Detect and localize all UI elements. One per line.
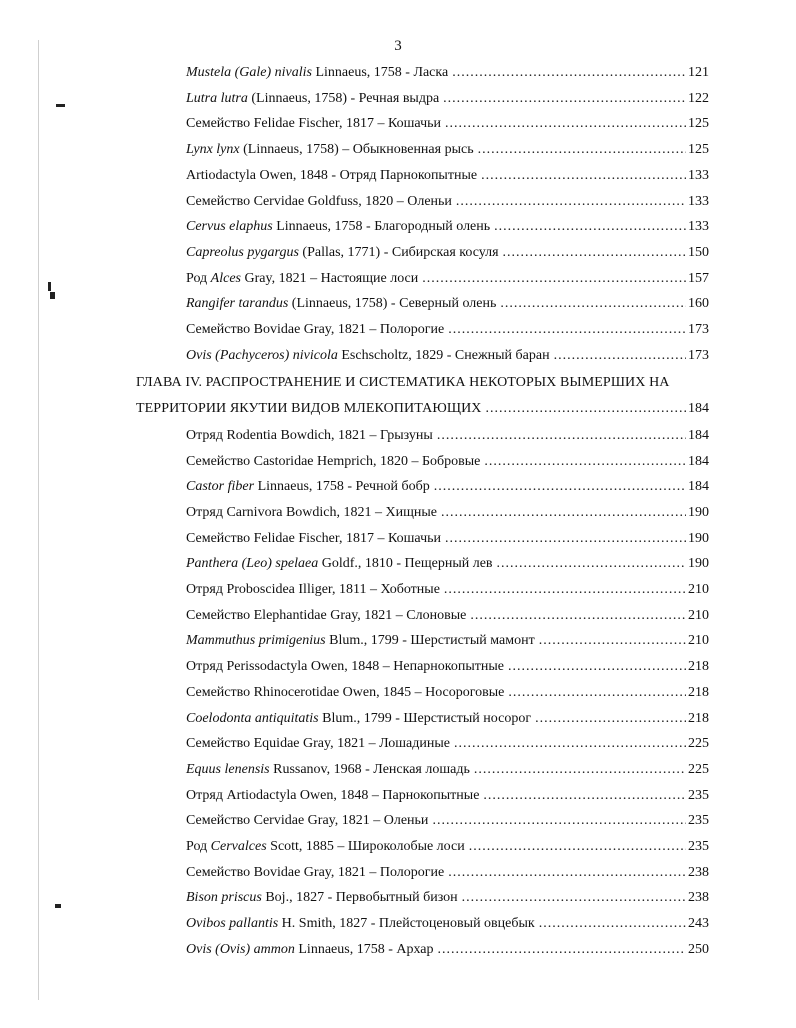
toc-entry-rest: Отряд Proboscidea Illiger, 1811 – Хоботные [186, 582, 440, 597]
toc-leader-dots [462, 889, 686, 907]
toc-entry-title [186, 64, 448, 82]
toc-entry-page: 190 [688, 556, 709, 572]
toc-entry [186, 504, 709, 522]
toc-entry-page: 250 [688, 941, 709, 957]
toc-entry-title [186, 90, 439, 108]
toc-entry-rest: Blum., 1799 - Шерстистый мамонт [325, 633, 535, 649]
toc-entry-rest: Russanov, 1968 - Ленская лошадь [269, 761, 470, 777]
toc-entry-rest: Семейство Castoridae Hemprich, 1820 – Бобровые [186, 453, 481, 469]
toc-entry-title [186, 270, 418, 288]
toc-entry [186, 141, 709, 159]
toc-leader-dots [508, 658, 686, 676]
toc-leader-dots [434, 478, 686, 496]
toc-leader-dots [539, 915, 686, 933]
toc-leader-dots [454, 735, 686, 753]
toc-leader-dots [422, 270, 686, 288]
toc-entry-page: 210 [688, 582, 709, 597]
toc-entry-title [186, 244, 499, 262]
toc-entry-page: 122 [688, 90, 709, 106]
scan-speck [48, 282, 51, 291]
toc-entry-species: Lynx lynx [186, 142, 240, 158]
toc-leader-dots [474, 761, 686, 779]
toc-entry-title [186, 453, 480, 471]
toc-entry-prefix: Род [186, 270, 211, 286]
toc-entry [186, 581, 709, 599]
toc-entry-rest: Отряд Perissodactyla Owen, 1848 – Непарнокопытные [186, 659, 505, 675]
toc-leader-dots [448, 864, 686, 882]
toc-leader-dots [437, 427, 686, 445]
toc-entry-rest: H. Smith, 1827 - Плейстоценовый овцебык [278, 916, 535, 932]
toc-entry-page: 243 [688, 916, 709, 932]
toc-entry-title [186, 530, 441, 548]
toc-entry-title [186, 658, 504, 676]
toc-entry [186, 478, 709, 496]
toc-leader-dots [445, 530, 686, 548]
toc-entry-rest: (Linnaeus, 1758) - Северный олень [288, 296, 497, 312]
toc-entry [186, 838, 709, 856]
toc-leader-dots [469, 838, 686, 856]
scan-speck [56, 104, 65, 107]
toc-entry-rest: Семейство Felidae Fischer, 1817 – Кошачьи [186, 116, 441, 132]
chapter-title: ГЛАВА IV. РАСПРОСТРАНЕНИЕ И СИСТЕМАТИКА НЕКОТОРЫХ ВЫМЕРШИХ НА [136, 375, 670, 391]
toc-entry-species: Bison priscus [186, 890, 262, 906]
toc-entry-rest: Linnaeus, 1758 - Речной бобр [254, 479, 430, 495]
toc-entry-rest: Семейство Elephantidae Gray, 1821 – Слоновые [186, 607, 467, 623]
toc-entry-title [186, 347, 550, 365]
toc-entry-page: 238 [688, 890, 709, 906]
toc-entry-rest: Семейство Equidae Gray, 1821 – Лошадиные [186, 736, 450, 752]
toc-entry-title [186, 295, 496, 313]
scan-edge-line [38, 40, 39, 1000]
toc-entry-title [186, 684, 504, 702]
toc-leader-dots [445, 115, 686, 133]
toc-entry-title [186, 838, 465, 856]
toc-entry-title [186, 710, 531, 728]
toc-entry-title [186, 218, 490, 236]
toc-entry-species: Capreolus pygargus [186, 244, 299, 260]
toc-entry [186, 684, 709, 702]
toc-entry-title [186, 167, 477, 185]
toc-entry-title [186, 915, 535, 933]
toc-leader-dots [448, 321, 686, 339]
toc-entry-page: 133 [688, 167, 709, 183]
toc-leader-dots [456, 193, 686, 211]
toc-leader-dots [441, 504, 686, 522]
toc-entry-page: 184 [688, 453, 709, 469]
toc-leader-dots [481, 167, 686, 185]
toc-entry-title [186, 141, 474, 159]
toc-entry-rest: Linnaeus, 1758 - Ласка [311, 65, 449, 80]
toc-entry [186, 787, 709, 805]
toc-entry [186, 658, 709, 676]
toc-entry [186, 427, 709, 445]
toc-leader-dots [438, 941, 687, 959]
toc-entry-rest: (Pallas, 1771) - Сибирская косуля [298, 244, 499, 260]
scan-speck [55, 904, 61, 908]
toc-entry-species: Mammuthus primigenius [186, 633, 326, 649]
toc-entry-page: 125 [688, 142, 709, 158]
toc-entry-title [186, 478, 430, 496]
toc-entry-page: 218 [688, 659, 709, 675]
toc-entry-page: 190 [688, 504, 709, 520]
toc-entry [186, 321, 709, 339]
toc-entry [186, 530, 709, 548]
toc-entry-page: 150 [688, 244, 709, 260]
toc-entry-page: 190 [688, 530, 709, 546]
toc-leader-dots [500, 295, 686, 313]
toc-entry-species: Lutra lutra [186, 90, 248, 106]
toc-entry-rest: Семейство Bovidae Gray, 1821 – Полорогие [186, 864, 445, 880]
toc-leader-dots [486, 400, 686, 418]
toc-entry-page: 225 [688, 736, 709, 752]
toc-entry-rest: Goldf., 1810 - Пещерный лев [318, 556, 493, 572]
toc-entry-rest: Семейство Bovidae Gray, 1821 – Полорогие [186, 322, 445, 337]
toc-entry-page: 157 [688, 270, 709, 286]
chapter-heading-line1 [136, 374, 709, 392]
toc-leader-dots [452, 64, 686, 82]
toc-entry [186, 761, 709, 779]
toc-entry [186, 632, 709, 650]
toc-entry-rest: Семейство Cervidae Goldfuss, 1820 – Оленьи [186, 193, 452, 209]
scan-speck [50, 292, 55, 299]
toc-entry-rest: Boj., 1827 - Первобытный бизон [261, 890, 458, 906]
toc-entry [186, 90, 709, 108]
toc-entry-page: 173 [688, 347, 709, 363]
toc-entry-page: 218 [688, 710, 709, 726]
toc-leader-dots [539, 632, 686, 650]
toc-entry-rest: (Linnaeus, 1758) – Обыкновенная рысь [239, 142, 474, 158]
toc-entry [186, 347, 709, 365]
toc-entry-page: 173 [688, 322, 709, 337]
toc-entry [186, 244, 709, 262]
toc-leader-dots [478, 141, 686, 159]
toc-entry-species: Rangifer tarandus [186, 296, 289, 312]
toc-entry-rest: Linnaeus, 1758 - Архар [294, 941, 434, 957]
toc-leader-dots [497, 555, 686, 573]
toc-entry [186, 115, 709, 133]
toc-entry [186, 607, 709, 625]
toc-entry-prefix: Род [186, 839, 211, 854]
toc-entry-species: Panthera (Leo) spelaea [186, 556, 319, 572]
toc-entry-species: Ovis (Pachyceros) nivicola [186, 347, 338, 363]
toc-entry [186, 64, 709, 82]
toc-entry [186, 812, 709, 830]
toc-entry-rest: Blum., 1799 - Шерстистый носорог [318, 710, 532, 726]
toc-entry-title [186, 787, 479, 805]
toc-leader-dots [432, 812, 686, 830]
toc-entry [186, 295, 709, 313]
toc-leader-dots [535, 710, 686, 728]
toc-entry-species: Castor fiber [186, 479, 255, 495]
chapter-heading-line2 [136, 400, 709, 418]
toc-entry [186, 941, 709, 959]
toc-entry-species: Ovibos pallantis [186, 916, 279, 932]
toc-entry-title [186, 864, 444, 882]
toc-entry-title [186, 115, 441, 133]
toc-entry-title [186, 193, 452, 211]
toc-entry-species: Alces [210, 270, 241, 286]
toc-entry-rest: Отряд Carnivora Bowdich, 1821 – Хищные [186, 504, 437, 520]
toc-entry-title [186, 555, 493, 573]
toc-entry-species: Mustela (Gale) nivalis [186, 65, 312, 80]
toc-entry [186, 453, 709, 471]
toc-entry-title [186, 632, 535, 650]
toc-entry-title [186, 735, 450, 753]
toc-entry-rest: Отряд Artiodactyla Owen, 1848 – Парнокопытные [186, 787, 480, 803]
toc-entry [186, 710, 709, 728]
toc-entry-rest: (Linnaeus, 1758) - Речная выдра [247, 90, 440, 106]
toc-entry-page: 235 [688, 787, 709, 803]
toc-entry [186, 167, 709, 185]
toc-entry [186, 864, 709, 882]
toc-entry-page: 121 [688, 65, 709, 80]
toc-entry-rest: Artiodactyla Owen, 1848 - Отряд Парнокопытные [186, 167, 478, 183]
toc-entry-rest: Gray, 1821 – Настоящие лоси [241, 270, 419, 286]
toc-entry-page: 184 [688, 427, 709, 443]
toc-entry-page: 125 [688, 116, 709, 132]
toc-entry-rest: Eschscholtz, 1829 - Снежный баран [337, 347, 550, 363]
toc-leader-dots [443, 90, 686, 108]
toc-entry-rest: Семейство Rhinocerotidae Owen, 1845 – Носороговые [186, 684, 505, 700]
toc-entry-title [186, 321, 444, 339]
toc-entry [186, 735, 709, 753]
toc-entry-page: 238 [688, 864, 709, 880]
toc-entry-rest: Scott, 1885 – Широколобые лоси [266, 839, 465, 854]
toc-entry-page: 218 [688, 684, 709, 700]
toc-leader-dots [554, 347, 686, 365]
toc-entry-rest: Отряд Rodentia Bowdich, 1821 – Грызуны [186, 427, 433, 443]
toc-entry-rest: Семейство Felidae Fischer, 1817 – Кошачьи [186, 530, 441, 546]
toc-entry-page: 184 [688, 479, 709, 495]
toc-entry-page: 160 [688, 296, 709, 312]
toc-entry [186, 889, 709, 907]
chapter-title-continued: ТЕРРИТОРИИ ЯКУТИИ ВИДОВ МЛЕКОПИТАЮЩИХ [136, 401, 482, 417]
toc-entry [186, 555, 709, 573]
toc-entry-species: Cervus elaphus [186, 219, 273, 235]
toc-leader-dots [470, 607, 686, 625]
toc-leader-dots [508, 684, 686, 702]
toc-entry [186, 270, 709, 288]
toc-entry-title [186, 812, 428, 830]
toc-entry-title [186, 761, 470, 779]
toc-entry-page: 133 [688, 193, 709, 209]
chapter-page: 184 [688, 401, 709, 417]
toc-leader-dots [483, 787, 686, 805]
toc-entry-page: 133 [688, 219, 709, 235]
page-number: 3 [394, 38, 402, 54]
toc-entry-species: Coelodonta antiquitatis [186, 710, 319, 726]
toc-entry-page: 210 [688, 633, 709, 649]
toc-entry [186, 193, 709, 211]
toc-entry-page: 210 [688, 607, 709, 623]
toc-entry-title [186, 889, 458, 907]
toc-entry-rest: Linnaeus, 1758 - Благородный олень [272, 219, 491, 235]
toc-leader-dots [484, 453, 686, 471]
toc-entry-species: Ovis (Ovis) ammon [186, 941, 295, 957]
toc-entry-page: 235 [688, 813, 709, 829]
toc-entry-page: 235 [688, 839, 709, 854]
toc-entry-species: Cervalces [210, 839, 267, 854]
toc-entry-title [186, 581, 440, 599]
toc-entry-title [186, 941, 434, 959]
toc-entry [186, 915, 709, 933]
toc-leader-dots [503, 244, 686, 262]
toc-leader-dots [444, 581, 686, 599]
toc-entry-rest: Семейство Cervidae Gray, 1821 – Оленьи [186, 813, 429, 829]
toc-leader-dots [494, 218, 686, 236]
toc-entry-title [186, 607, 466, 625]
toc-entry-species: Equus lenensis [186, 761, 270, 777]
toc-entry-title [186, 427, 433, 445]
toc-entry [186, 218, 709, 236]
toc-entry-title [186, 504, 437, 522]
toc-entry-page: 225 [688, 761, 709, 777]
